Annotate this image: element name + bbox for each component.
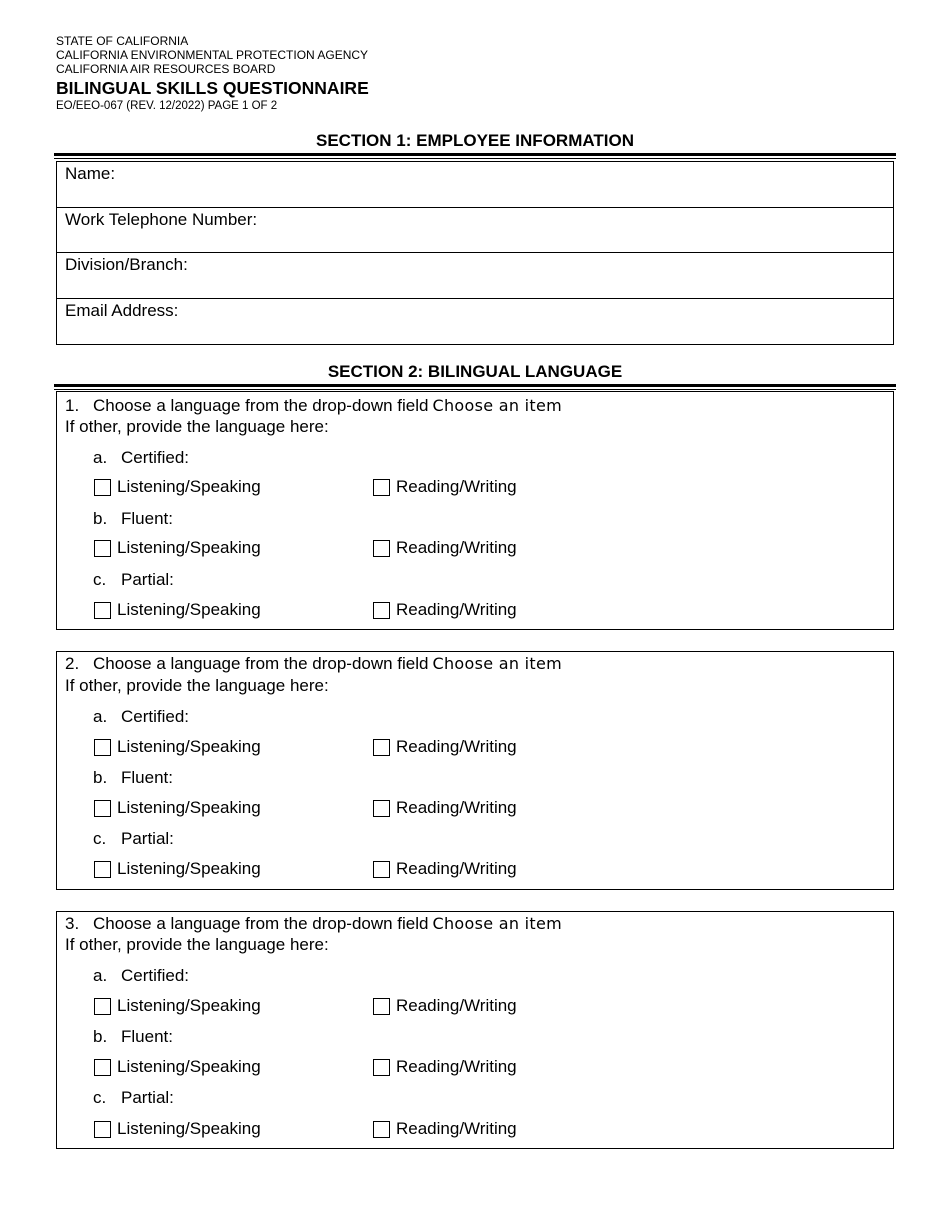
option-label: Listening/Speaking [117, 737, 261, 756]
state-line: STATE OF CALIFORNIA [56, 34, 189, 48]
fluent-reading-writing-option[interactable] [373, 538, 517, 558]
certified-reading-writing-option[interactable] [373, 477, 517, 497]
checkbox[interactable] [94, 861, 111, 878]
language-block-1 [56, 391, 894, 630]
level-letter: a. [93, 966, 108, 985]
division-branch-field[interactable] [57, 253, 893, 299]
level-label: Fluent: [121, 768, 173, 787]
level-partial [93, 1088, 174, 1108]
certified-listening-speaking-option[interactable] [94, 477, 261, 497]
question-number: 3. [65, 914, 80, 933]
other-language-field[interactable]: If other, provide the language here: [65, 676, 329, 695]
partial-listening-speaking-option[interactable] [94, 859, 261, 879]
language-block-2 [56, 651, 894, 890]
checkbox[interactable] [373, 540, 390, 557]
option-label: Listening/Speaking [117, 859, 261, 878]
checkbox[interactable] [373, 800, 390, 817]
option-label: Listening/Speaking [117, 798, 261, 817]
level-letter: b. [93, 509, 108, 528]
question-prompt: Choose a language from the drop-down field [93, 654, 429, 673]
question-prompt: Choose a language from the drop-down field [93, 396, 429, 415]
question-line [65, 654, 562, 674]
level-label: Partial: [121, 829, 174, 848]
partial-reading-writing-option[interactable] [373, 1119, 517, 1139]
checkbox[interactable] [94, 998, 111, 1015]
option-label: Listening/Speaking [117, 477, 261, 496]
option-label: Reading/Writing [396, 737, 517, 756]
level-fluent [93, 1027, 173, 1047]
board-line: CALIFORNIA AIR RESOURCES BOARD [56, 62, 276, 76]
partial-listening-speaking-option[interactable] [94, 1119, 261, 1139]
agency-line: CALIFORNIA ENVIRONMENTAL PROTECTION AGENCY [56, 48, 369, 62]
question-line [65, 396, 562, 416]
language-dropdown[interactable]: Choose an item [432, 654, 563, 673]
section2-title: SECTION 2: BILINGUAL LANGUAGE [327, 362, 623, 381]
level-letter: a. [93, 448, 108, 467]
certified-reading-writing-option[interactable] [373, 996, 517, 1016]
language-dropdown[interactable]: Choose an item [432, 396, 563, 415]
level-letter: b. [93, 1027, 108, 1046]
level-letter: c. [93, 570, 107, 589]
work-telephone-label: Work Telephone Number: [65, 209, 258, 229]
checkbox[interactable] [373, 602, 390, 619]
checkbox[interactable] [373, 479, 390, 496]
checkbox[interactable] [373, 1121, 390, 1138]
section1-title: SECTION 1: EMPLOYEE INFORMATION [316, 131, 634, 150]
option-label: Reading/Writing [396, 859, 517, 878]
question-number: 1. [65, 396, 80, 415]
level-label: Certified: [121, 966, 190, 985]
level-label: Partial: [121, 570, 174, 589]
other-language-field[interactable]: If other, provide the language here: [65, 935, 329, 954]
level-certified [93, 966, 189, 986]
division-branch-label: Division/Branch: [65, 255, 188, 274]
level-label: Fluent: [121, 509, 173, 528]
option-label: Reading/Writing [396, 996, 517, 1015]
option-label: Reading/Writing [396, 600, 517, 619]
language-dropdown[interactable]: Choose an item [432, 914, 563, 933]
section2-rule-thin [54, 389, 896, 390]
partial-reading-writing-option[interactable] [373, 600, 517, 620]
checkbox[interactable] [373, 861, 390, 878]
fluent-listening-speaking-option[interactable] [94, 538, 261, 558]
employee-info-table [56, 161, 894, 345]
section1-rule [54, 153, 896, 156]
checkbox[interactable] [94, 540, 111, 557]
fluent-reading-writing-option[interactable] [373, 1057, 517, 1077]
option-label: Listening/Speaking [117, 1119, 261, 1138]
option-label: Reading/Writing [396, 1119, 517, 1138]
certified-listening-speaking-option[interactable] [94, 737, 261, 757]
level-label: Fluent: [121, 1027, 173, 1046]
level-label: Partial: [121, 1088, 174, 1107]
checkbox[interactable] [94, 602, 111, 619]
partial-listening-speaking-option[interactable] [94, 600, 261, 620]
form-title: BILINGUAL SKILLS QUESTIONNAIRE [56, 78, 369, 98]
checkbox[interactable] [373, 1059, 390, 1076]
level-partial [93, 829, 174, 849]
language-block-3 [56, 911, 894, 1149]
level-letter: a. [93, 707, 108, 726]
checkbox[interactable] [94, 1059, 111, 1076]
level-partial [93, 570, 174, 590]
level-label: Certified: [121, 707, 190, 726]
fluent-listening-speaking-option[interactable] [94, 1057, 261, 1077]
option-label: Listening/Speaking [117, 1057, 261, 1076]
question-prompt: Choose a language from the drop-down field [93, 914, 429, 933]
form-header [56, 34, 369, 113]
level-label: Certified: [121, 448, 190, 467]
level-certified [93, 707, 189, 727]
checkbox[interactable] [94, 800, 111, 817]
checkbox[interactable] [94, 479, 111, 496]
certified-listening-speaking-option[interactable] [94, 996, 261, 1016]
certified-reading-writing-option[interactable] [373, 737, 517, 757]
level-fluent [93, 509, 173, 529]
level-fluent [93, 768, 173, 788]
level-certified [93, 448, 189, 468]
level-letter: b. [93, 768, 108, 787]
level-letter: c. [93, 1088, 107, 1107]
level-letter: c. [93, 829, 107, 848]
name-label: Name: [65, 164, 116, 183]
option-label: Reading/Writing [396, 538, 517, 557]
email-address-label: Email Address: [65, 300, 179, 320]
email-address-field[interactable] [57, 299, 893, 345]
question-line [65, 914, 562, 934]
checkbox[interactable] [373, 998, 390, 1015]
checkbox[interactable] [373, 739, 390, 756]
question-number: 2. [65, 654, 80, 673]
option-label: Reading/Writing [396, 477, 517, 496]
work-telephone-field[interactable] [57, 208, 893, 254]
fluent-reading-writing-option[interactable] [373, 798, 517, 818]
name-field[interactable] [57, 162, 893, 208]
option-label: Reading/Writing [396, 1057, 517, 1076]
option-label: Listening/Speaking [117, 538, 261, 557]
section2-rule [54, 384, 896, 387]
option-label: Reading/Writing [396, 798, 517, 817]
checkbox[interactable] [94, 1121, 111, 1138]
partial-reading-writing-option[interactable] [373, 859, 517, 879]
fluent-listening-speaking-option[interactable] [94, 798, 261, 818]
other-language-field[interactable]: If other, provide the language here: [65, 417, 329, 436]
option-label: Listening/Speaking [117, 996, 261, 1015]
checkbox[interactable] [94, 739, 111, 756]
section1-rule-thin [54, 158, 896, 159]
option-label: Listening/Speaking [117, 600, 261, 619]
form-id: EO/EEO-067 (REV. 12/2022) PAGE 1 OF 2 [56, 100, 278, 112]
